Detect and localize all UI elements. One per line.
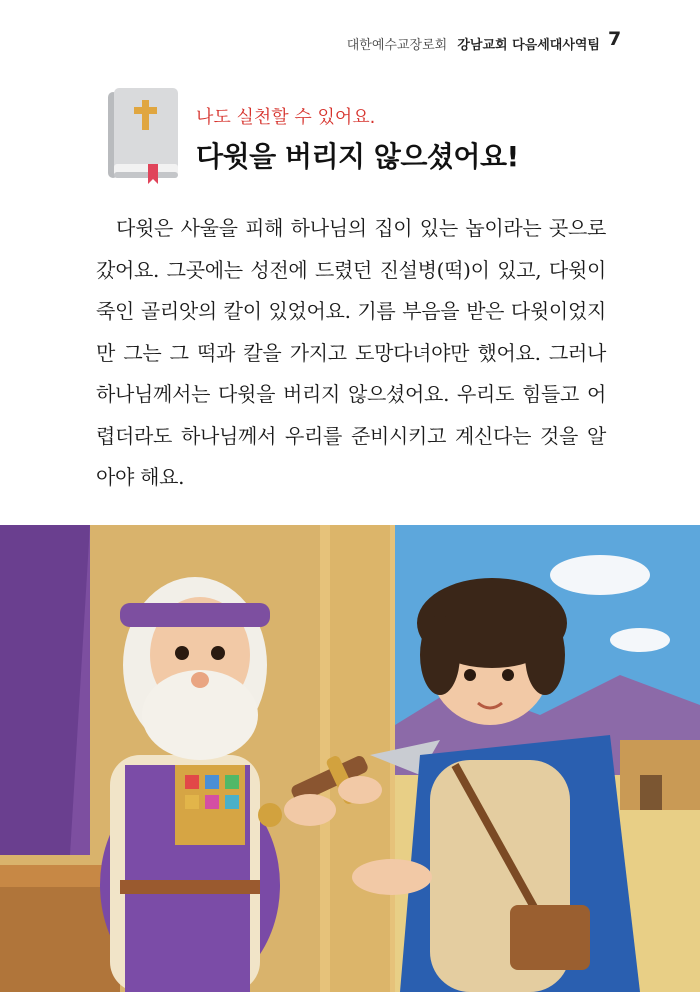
organization-name: 대한예수교장로회: [346, 38, 448, 53]
page-header: [0, 34, 600, 53]
team-name: 강남교회 다음세대사역팀: [457, 38, 600, 53]
section-subtitle: 나도 실천할 수 있어요.: [196, 107, 376, 128]
illustration-priest-giving-sword-to-david: [0, 525, 700, 992]
bookmark-ribbon-icon: [148, 164, 158, 184]
bible-book-icon: [108, 88, 180, 184]
section-title: 다윗을 버리지 않으셨어요!: [196, 140, 519, 173]
body-paragraph: 다윗은 사울을 피해 하나님의 집이 있는 놉이라는 곳으로 갔어요. 그곳에는 성전에 드렸던 진설병(떡)이 있고, 다윗이 죽인 골리앗의 칼이 있었어요. 기름 부음을 받은 다윗이었지만 그는 그 떡과 칼을 가지고 도망다녀야만 했어요. 그러나 하나님께서는 다윗을 버리지 않으셨어요. 우리도 힘들고 어렵더라도 하나님께서 우리를 준비시키고 계신다는 것을 알아야 해요.: [96, 216, 606, 489]
page-number: 7: [608, 28, 622, 50]
